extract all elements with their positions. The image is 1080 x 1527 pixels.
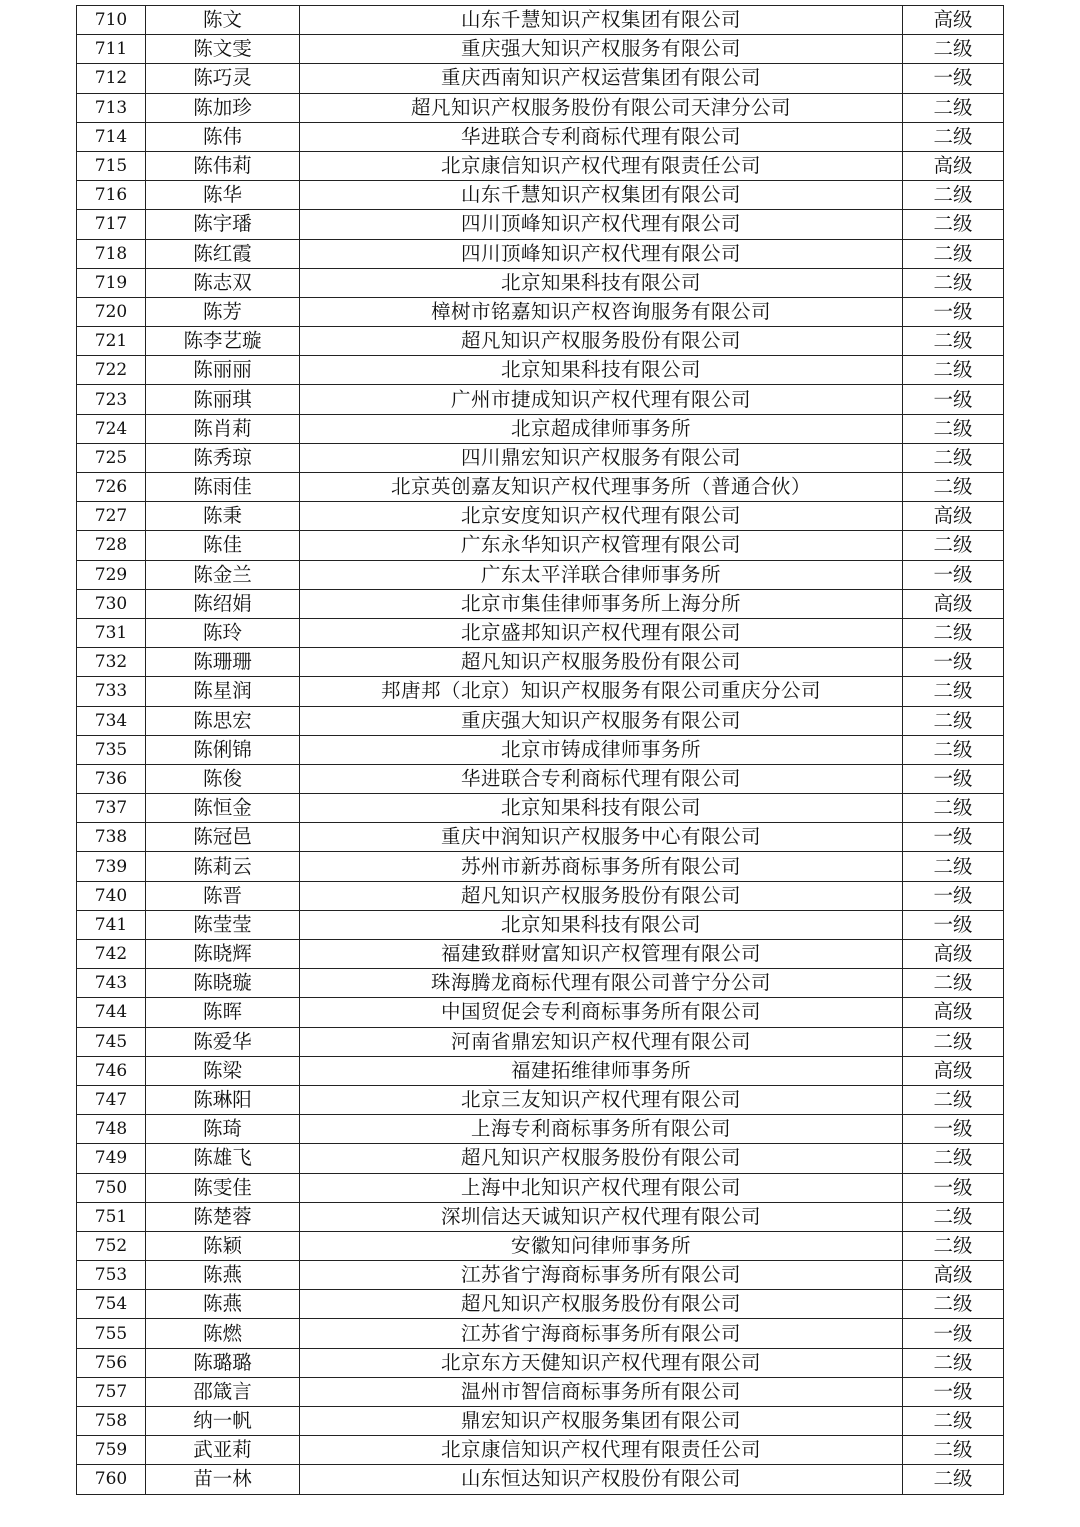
row-number: 752	[77, 1231, 146, 1260]
level-badge: 二级	[903, 706, 1004, 735]
table-row	[77, 764, 1004, 793]
row-number: 737	[77, 794, 146, 823]
row-number: 755	[77, 1319, 146, 1348]
row-number: 746	[77, 1056, 146, 1085]
table-row	[77, 268, 1004, 297]
level-badge: 一级	[903, 881, 1004, 910]
level-badge: 一级	[903, 1115, 1004, 1144]
table-row	[77, 181, 1004, 210]
level-badge: 二级	[903, 1465, 1004, 1494]
level-badge: 二级	[903, 1085, 1004, 1114]
table-row	[77, 852, 1004, 881]
organization-name: 北京市铸成律师事务所	[300, 735, 903, 764]
person-name: 陈颖	[146, 1231, 300, 1260]
table-row	[77, 1231, 1004, 1260]
table-row	[77, 1202, 1004, 1231]
organization-name: 福建致群财富知识产权管理有限公司	[300, 940, 903, 969]
row-number: 739	[77, 852, 146, 881]
organization-name: 北京市集佳律师事务所上海分所	[300, 589, 903, 618]
level-badge: 二级	[903, 852, 1004, 881]
person-name: 陈志双	[146, 268, 300, 297]
level-badge: 二级	[903, 1027, 1004, 1056]
organization-name: 广东太平洋联合律师事务所	[300, 560, 903, 589]
row-number: 745	[77, 1027, 146, 1056]
table-row	[77, 1407, 1004, 1436]
level-badge: 二级	[903, 473, 1004, 502]
table-row	[77, 1173, 1004, 1202]
table-row	[77, 1085, 1004, 1114]
person-name: 陈宇璠	[146, 210, 300, 239]
person-name: 陈冠邑	[146, 823, 300, 852]
table-row	[77, 735, 1004, 764]
level-badge: 一级	[903, 560, 1004, 589]
level-badge: 二级	[903, 356, 1004, 385]
organization-name: 重庆中润知识产权服务中心有限公司	[300, 823, 903, 852]
level-badge: 一级	[903, 764, 1004, 793]
row-number: 715	[77, 151, 146, 180]
level-badge: 二级	[903, 327, 1004, 356]
row-number: 730	[77, 589, 146, 618]
organization-name: 四川顶峰知识产权代理有限公司	[300, 210, 903, 239]
person-name: 陈莉云	[146, 852, 300, 881]
organization-name: 华进联合专利商标代理有限公司	[300, 122, 903, 151]
organization-name: 北京盛邦知识产权代理有限公司	[300, 618, 903, 647]
person-name: 陈雄飞	[146, 1144, 300, 1173]
person-name: 陈燕	[146, 1261, 300, 1290]
level-badge: 二级	[903, 1290, 1004, 1319]
person-name: 陈俐锦	[146, 735, 300, 764]
row-number: 748	[77, 1115, 146, 1144]
organization-name: 山东千慧知识产权集团有限公司	[300, 6, 903, 35]
person-name: 陈俊	[146, 764, 300, 793]
level-badge: 高级	[903, 151, 1004, 180]
row-number: 758	[77, 1407, 146, 1436]
person-name: 陈璐璐	[146, 1348, 300, 1377]
level-badge: 二级	[903, 414, 1004, 443]
organization-name: 北京东方天健知识产权代理有限公司	[300, 1348, 903, 1377]
organization-name: 河南省鼎宏知识产权代理有限公司	[300, 1027, 903, 1056]
table-row	[77, 35, 1004, 64]
organization-name: 邦唐邦（北京）知识产权服务有限公司重庆分公司	[300, 677, 903, 706]
row-number: 749	[77, 1144, 146, 1173]
row-number: 726	[77, 473, 146, 502]
organization-name: 广州市捷成知识产权代理有限公司	[300, 385, 903, 414]
row-number: 736	[77, 764, 146, 793]
table-row	[77, 151, 1004, 180]
organization-name: 江苏省宁海商标事务所有限公司	[300, 1261, 903, 1290]
table-row	[77, 677, 1004, 706]
person-name: 陈丽丽	[146, 356, 300, 385]
organization-name: 福建拓维律师事务所	[300, 1056, 903, 1085]
table-row	[77, 297, 1004, 326]
row-number: 714	[77, 122, 146, 151]
table-row	[77, 706, 1004, 735]
person-name: 陈绍娟	[146, 589, 300, 618]
level-badge: 二级	[903, 1407, 1004, 1436]
organization-name: 北京康信知识产权代理有限责任公司	[300, 1436, 903, 1465]
person-name: 陈晖	[146, 998, 300, 1027]
level-badge: 一级	[903, 1319, 1004, 1348]
organization-name: 超凡知识产权服务股份有限公司	[300, 1144, 903, 1173]
organization-name: 华进联合专利商标代理有限公司	[300, 764, 903, 793]
table-row	[77, 1348, 1004, 1377]
row-number: 750	[77, 1173, 146, 1202]
row-number: 727	[77, 502, 146, 531]
person-name: 纳一帆	[146, 1407, 300, 1436]
row-number: 720	[77, 297, 146, 326]
table-row	[77, 589, 1004, 618]
table-row	[77, 1465, 1004, 1494]
row-number: 716	[77, 181, 146, 210]
row-number: 717	[77, 210, 146, 239]
person-name: 陈肖莉	[146, 414, 300, 443]
organization-name: 超凡知识产权服务股份有限公司	[300, 1290, 903, 1319]
row-number: 735	[77, 735, 146, 764]
organization-name: 山东恒达知识产权股份有限公司	[300, 1465, 903, 1494]
person-name: 陈华	[146, 181, 300, 210]
person-name: 陈加珍	[146, 93, 300, 122]
table-row	[77, 998, 1004, 1027]
table-row	[77, 210, 1004, 239]
organization-name: 重庆西南知识产权运营集团有限公司	[300, 64, 903, 93]
level-badge: 二级	[903, 210, 1004, 239]
person-name: 陈芳	[146, 297, 300, 326]
table-row	[77, 473, 1004, 502]
row-number: 760	[77, 1465, 146, 1494]
person-name: 陈伟	[146, 122, 300, 151]
organization-name: 北京安度知识产权代理有限公司	[300, 502, 903, 531]
table-row	[77, 1056, 1004, 1085]
person-name: 陈莹莹	[146, 910, 300, 939]
row-number: 712	[77, 64, 146, 93]
person-name: 陈金兰	[146, 560, 300, 589]
person-name: 陈雯佳	[146, 1173, 300, 1202]
organization-name: 北京英创嘉友知识产权代理事务所（普通合伙）	[300, 473, 903, 502]
person-name: 陈星润	[146, 677, 300, 706]
person-name: 陈恒金	[146, 794, 300, 823]
table-row	[77, 356, 1004, 385]
table-row	[77, 1144, 1004, 1173]
level-badge: 一级	[903, 64, 1004, 93]
row-number: 747	[77, 1085, 146, 1114]
level-badge: 二级	[903, 1144, 1004, 1173]
organization-name: 广东永华知识产权管理有限公司	[300, 531, 903, 560]
roster-table	[76, 5, 1004, 1495]
level-badge: 二级	[903, 93, 1004, 122]
row-number: 753	[77, 1261, 146, 1290]
row-number: 744	[77, 998, 146, 1027]
person-name: 陈梁	[146, 1056, 300, 1085]
level-badge: 二级	[903, 443, 1004, 472]
organization-name: 樟树市铭嘉知识产权咨询服务有限公司	[300, 297, 903, 326]
person-name: 陈琦	[146, 1115, 300, 1144]
row-number: 721	[77, 327, 146, 356]
level-badge: 一级	[903, 297, 1004, 326]
row-number: 722	[77, 356, 146, 385]
table-row	[77, 940, 1004, 969]
level-badge: 二级	[903, 239, 1004, 268]
person-name: 陈琳阳	[146, 1085, 300, 1114]
organization-name: 北京知果科技有限公司	[300, 910, 903, 939]
table-row	[77, 1319, 1004, 1348]
organization-name: 北京知果科技有限公司	[300, 794, 903, 823]
row-number: 743	[77, 969, 146, 998]
table-row	[77, 1115, 1004, 1144]
row-number: 759	[77, 1436, 146, 1465]
row-number: 723	[77, 385, 146, 414]
organization-name: 重庆强大知识产权服务有限公司	[300, 706, 903, 735]
person-name: 陈丽琪	[146, 385, 300, 414]
organization-name: 苏州市新苏商标事务所有限公司	[300, 852, 903, 881]
table-row	[77, 385, 1004, 414]
person-name: 陈燃	[146, 1319, 300, 1348]
table-row	[77, 93, 1004, 122]
table-row	[77, 1377, 1004, 1406]
table-row	[77, 1290, 1004, 1319]
table-row	[77, 1436, 1004, 1465]
row-number: 757	[77, 1377, 146, 1406]
table-row	[77, 122, 1004, 151]
table-row	[77, 881, 1004, 910]
organization-name: 山东千慧知识产权集团有限公司	[300, 181, 903, 210]
level-badge: 高级	[903, 1056, 1004, 1085]
organization-name: 超凡知识产权服务股份有限公司	[300, 327, 903, 356]
level-badge: 一级	[903, 648, 1004, 677]
level-badge: 二级	[903, 1348, 1004, 1377]
person-name: 武亚莉	[146, 1436, 300, 1465]
organization-name: 北京知果科技有限公司	[300, 356, 903, 385]
row-number: 756	[77, 1348, 146, 1377]
organization-name: 江苏省宁海商标事务所有限公司	[300, 1319, 903, 1348]
person-name: 陈雨佳	[146, 473, 300, 502]
level-badge: 二级	[903, 1231, 1004, 1260]
level-badge: 高级	[903, 6, 1004, 35]
person-name: 陈思宏	[146, 706, 300, 735]
row-number: 729	[77, 560, 146, 589]
level-badge: 二级	[903, 35, 1004, 64]
table-row	[77, 823, 1004, 852]
organization-name: 北京三友知识产权代理有限公司	[300, 1085, 903, 1114]
table-row	[77, 502, 1004, 531]
person-name: 陈晓辉	[146, 940, 300, 969]
organization-name: 四川顶峰知识产权代理有限公司	[300, 239, 903, 268]
organization-name: 超凡知识产权服务股份有限公司	[300, 881, 903, 910]
level-badge: 二级	[903, 969, 1004, 998]
level-badge: 二级	[903, 735, 1004, 764]
level-badge: 二级	[903, 1436, 1004, 1465]
level-badge: 一级	[903, 823, 1004, 852]
row-number: 754	[77, 1290, 146, 1319]
person-name: 陈文雯	[146, 35, 300, 64]
row-number: 711	[77, 35, 146, 64]
row-number: 740	[77, 881, 146, 910]
person-name: 陈玲	[146, 618, 300, 647]
person-name: 邵箴言	[146, 1377, 300, 1406]
organization-name: 珠海腾龙商标代理有限公司普宁分公司	[300, 969, 903, 998]
organization-name: 超凡知识产权服务股份有限公司天津分公司	[300, 93, 903, 122]
level-badge: 二级	[903, 1202, 1004, 1231]
row-number: 742	[77, 940, 146, 969]
organization-name: 北京超成律师事务所	[300, 414, 903, 443]
roster-table-body	[77, 6, 1004, 1495]
row-number: 710	[77, 6, 146, 35]
organization-name: 上海专利商标事务所有限公司	[300, 1115, 903, 1144]
organization-name: 中国贸促会专利商标事务所有限公司	[300, 998, 903, 1027]
table-row	[77, 560, 1004, 589]
organization-name: 重庆强大知识产权服务有限公司	[300, 35, 903, 64]
row-number: 733	[77, 677, 146, 706]
organization-name: 四川鼎宏知识产权服务有限公司	[300, 443, 903, 472]
row-number: 724	[77, 414, 146, 443]
table-row	[77, 648, 1004, 677]
level-badge: 高级	[903, 589, 1004, 618]
level-badge: 一级	[903, 910, 1004, 939]
level-badge: 二级	[903, 794, 1004, 823]
table-row	[77, 239, 1004, 268]
table-row	[77, 910, 1004, 939]
table-row	[77, 1027, 1004, 1056]
row-number: 718	[77, 239, 146, 268]
row-number: 725	[77, 443, 146, 472]
person-name: 陈楚蓉	[146, 1202, 300, 1231]
person-name: 陈晋	[146, 881, 300, 910]
row-number: 734	[77, 706, 146, 735]
person-name: 陈佳	[146, 531, 300, 560]
row-number: 751	[77, 1202, 146, 1231]
person-name: 陈秉	[146, 502, 300, 531]
table-row	[77, 531, 1004, 560]
level-badge: 二级	[903, 122, 1004, 151]
organization-name: 超凡知识产权服务股份有限公司	[300, 648, 903, 677]
person-name: 陈晓璇	[146, 969, 300, 998]
organization-name: 上海中北知识产权代理有限公司	[300, 1173, 903, 1202]
level-badge: 高级	[903, 1261, 1004, 1290]
row-number: 738	[77, 823, 146, 852]
person-name: 陈珊珊	[146, 648, 300, 677]
table-row	[77, 6, 1004, 35]
table-row	[77, 414, 1004, 443]
organization-name: 北京康信知识产权代理有限责任公司	[300, 151, 903, 180]
level-badge: 二级	[903, 618, 1004, 647]
table-row	[77, 64, 1004, 93]
row-number: 732	[77, 648, 146, 677]
table-row	[77, 969, 1004, 998]
level-badge: 高级	[903, 940, 1004, 969]
person-name: 陈李艺璇	[146, 327, 300, 356]
row-number: 741	[77, 910, 146, 939]
organization-name: 深圳信达天诚知识产权代理有限公司	[300, 1202, 903, 1231]
table-row	[77, 794, 1004, 823]
level-badge: 高级	[903, 998, 1004, 1027]
level-badge: 一级	[903, 1377, 1004, 1406]
person-name: 陈红霞	[146, 239, 300, 268]
organization-name: 北京知果科技有限公司	[300, 268, 903, 297]
table-row	[77, 443, 1004, 472]
organization-name: 鼎宏知识产权服务集团有限公司	[300, 1407, 903, 1436]
organization-name: 温州市智信商标事务所有限公司	[300, 1377, 903, 1406]
row-number: 731	[77, 618, 146, 647]
row-number: 728	[77, 531, 146, 560]
person-name: 陈爱华	[146, 1027, 300, 1056]
table-row	[77, 1261, 1004, 1290]
level-badge: 一级	[903, 1173, 1004, 1202]
level-badge: 二级	[903, 531, 1004, 560]
table-row	[77, 618, 1004, 647]
organization-name: 安徽知问律师事务所	[300, 1231, 903, 1260]
person-name: 陈巧灵	[146, 64, 300, 93]
level-badge: 二级	[903, 181, 1004, 210]
level-badge: 二级	[903, 268, 1004, 297]
row-number: 713	[77, 93, 146, 122]
person-name: 苗一林	[146, 1465, 300, 1494]
level-badge: 高级	[903, 502, 1004, 531]
table-row	[77, 327, 1004, 356]
level-badge: 二级	[903, 677, 1004, 706]
level-badge: 一级	[903, 385, 1004, 414]
person-name: 陈秀琼	[146, 443, 300, 472]
person-name: 陈文	[146, 6, 300, 35]
row-number: 719	[77, 268, 146, 297]
person-name: 陈伟莉	[146, 151, 300, 180]
person-name: 陈燕	[146, 1290, 300, 1319]
